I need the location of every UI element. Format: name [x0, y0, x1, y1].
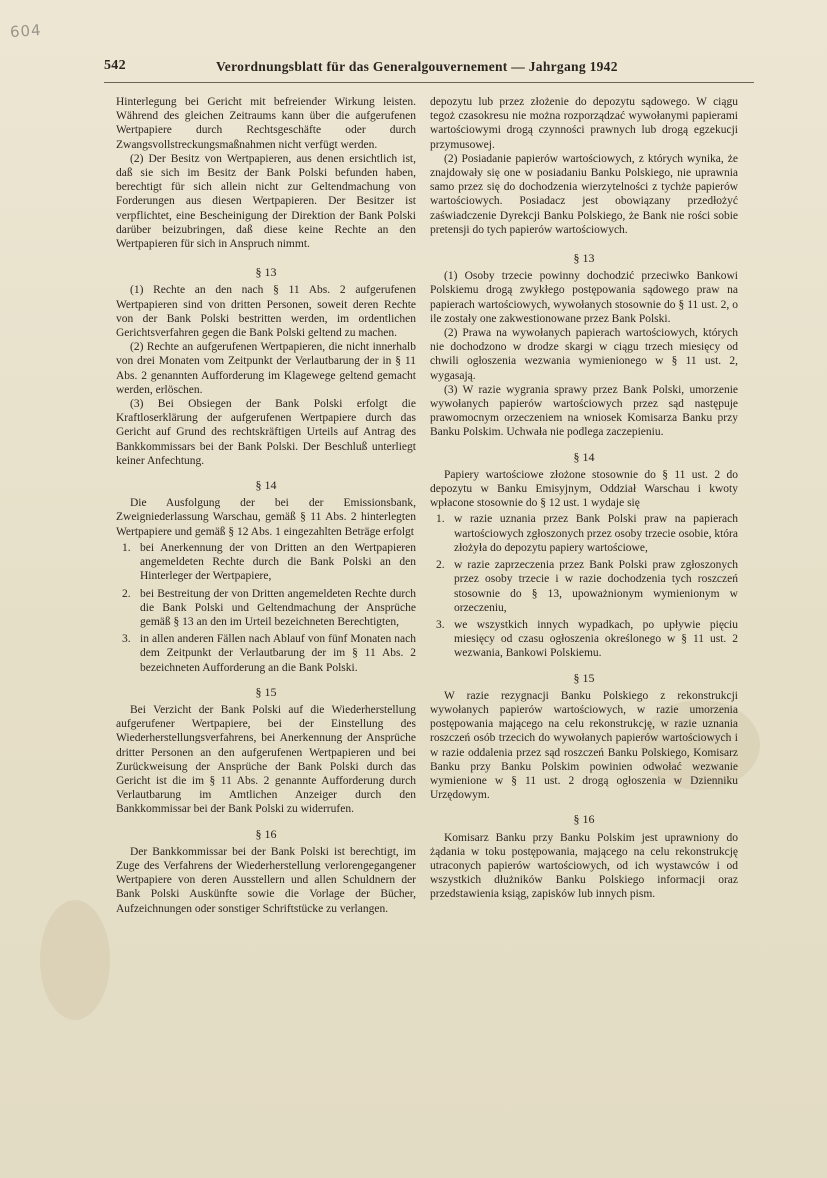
section-heading: § 14: [255, 478, 277, 493]
paragraph: (3) Bei Obsiegen der Bank Polski erfolgt die Kraftloserklärung der aufgerufenen Wertpapiere durch das Gericht auf Grund des rechtskräftigen Urteils auf Antrag des Bankkommissars bei der Bank Polski. Der Beschluß unterliegt keiner Anfechtung.: [116, 398, 416, 467]
list-item: [122, 541, 416, 584]
list-text: we wszystkich innych wypadkach, po upływie pięciu miesięcy od czasu ogłoszenia określonego w § 11 ust. 2 wezwania, Bankowi Polskiemu.: [454, 618, 738, 660]
german-column: [116, 95, 416, 916]
list-number: 1.: [436, 513, 445, 526]
list-number: 2.: [122, 587, 131, 600]
polish-column: [430, 95, 738, 902]
list-item: [122, 632, 416, 675]
paragraph: Papiery wartościowe złożone stosownie do § 11 ust. 2 do depozytu w Banku Emisyjnym, Oddział Warschau i kwoty wpłacone stosownie do § 12 ust. 1 wydaje się: [430, 468, 738, 510]
list-text: in allen anderen Fällen nach Ablauf von fünf Monaten nach dem Zeitpunkt der Verlautbarung der im § 11 Abs. 2 bezeichneten Aufforderung an die Bank Polski.: [140, 633, 416, 674]
list-number: 2.: [436, 559, 445, 572]
paragraph: (2) Der Besitz von Wertpapieren, aus denen ersichtlich ist, daß sie sich im Besitz der Bank Polski befunden haben, berechtigt für sich allein nicht zur Geltendmachung von Forderungen aus diesen Wertpapieren. Der Besitzer ist verpflichtet, eine Bescheinigung der Direktion der Bank Polski darüber beizubringen, daß diese keine Rechte an den Wertpapieren für sich in Anspruch nimmt.: [116, 152, 416, 251]
list-text: w razie zaprzeczenia przez Bank Polski praw zgłoszonych przez osoby trzecie i w razie dochodzenia tych roszczeń stosownie do § 13, upoważnionym wymienionym w orzeczeniu,: [454, 559, 738, 614]
list-number: 3.: [436, 618, 445, 631]
list-number: 3.: [122, 633, 131, 646]
page-title: Verordnungsblatt für das Generalgouvernement — Jahrgang 1942: [216, 59, 618, 74]
paragraph: W razie rezygnacji Banku Polskiego z rekonstrukcji wywołanych papierów wartościowych, w razie umorzenia postępowania mającego na celu rekonstrukcję, w razie uznania roszczeń osób trzecich do wywołanych papierów wartościowych i w razie oddalenia przez sąd roszczeń Banku Polskiego, Komisarz Banku przy Banku Polskim powinien odwołać wezwanie wymienione w § 11 ust. 2 drogą ogłoszenia w Dzienniku Urzędowym.: [430, 689, 738, 802]
paragraph: (3) W razie wygrania sprawy przez Bank Polski, umorzenie wywołanych papierów wartościowych przez sąd następuje prawomocnym orzeczeniem na wniosek Komisarza Banku przy Banku Polskim. Uchwała nie podlega zaczepieniu.: [430, 383, 738, 439]
paragraph: (2) Posiadanie papierów wartościowych, z których wynika, że znajdowały się one w posiadaniu Banku Polskiego, nie uprawnia samo przez się do dochodzenia wierzytelności z tychże papierów wartościowych. Posiadacz jest obowiązany przedłożyć zaświadczenie Dyrekcji Banku Polskiego, że Bank nie rości sobie pretensji do tych papierów wartościowych.: [430, 152, 738, 236]
section-heading: § 15: [255, 684, 277, 699]
header-rule: [104, 82, 754, 83]
section-heading: § 13: [255, 265, 277, 280]
paragraph: Komisarz Banku przy Banku Polskim jest uprawniony do żądania w toku postępowania, mającego na celu rekonstrukcję utraconych papierów wartościowych, od ich wystawców i od wszystkich dłużników Banku Polskiego informacji oraz przedstawienia ksiąg, zapisków lub innych pism.: [430, 831, 738, 901]
section-heading: § 16: [255, 826, 277, 841]
list-item: [436, 512, 738, 555]
list-text: w razie uznania przez Bank Polski praw na papierach wartościowych zgłoszonych przez osoby trzecie osobie, która złożyła do depozytu papiery wartościowe,: [454, 513, 738, 554]
list-item: [122, 587, 416, 630]
list-number: 1.: [122, 541, 131, 554]
section-heading: § 13: [573, 251, 595, 266]
paragraph: (2) Rechte an aufgerufenen Wertpapieren, die nicht innerhalb von drei Monaten vom Zeitpunkt der Verlautbarung der in § 11 Abs. 2 genannten Aufforderung im Klagewege geltend gemacht werden, erlöschen.: [116, 341, 416, 396]
paragraph: Bei Verzicht der Bank Polski auf die Wiederherstellung aufgerufener Wertpapiere, bei der Einstellung des Wiederherstellungsverfahrens, bei Anerkennung der Ansprüche dritter Personen an den aufgerufenen Wertpapieren und bei Zurückweisung der Ansprüche der Bank Polski durch das Gericht ist die im § 11 Abs. 2 genannte Aufforderung durch Verlautbarung im Amtlichen Anzeiger durch den Bankkommissar bei der Bank Polski zu widerrufen.: [116, 703, 416, 816]
list-item: [436, 558, 738, 615]
page-number: 542: [104, 58, 126, 73]
list-item: [436, 618, 738, 661]
paragraph: Der Bankkommissar bei der Bank Polski ist berechtigt, im Zuge des Verfahrens der Wiederherstellung verlorengegangener Wertpapiere von deren Ausstellern und allen Schuldnern der Bank Polski Auskünfte sowie die Vorlage der Bücher, Aufzeichnungen oder sonstiger Schriftstücke zu verlangen.: [116, 845, 416, 915]
paragraph: Hinterlegung bei Gericht mit befreiender Wirkung leisten. Während des gleichen Zeitraums kann über die aufgerufenen Wertpapiere durch Rechtsgeschäfte oder durch Zwangsvollstreckungsmaßnahmen nicht verfügt werden.: [116, 96, 416, 151]
section-heading: § 16: [573, 812, 595, 827]
paragraph: depozytu lub przez złożenie do depozytu sądowego. W ciągu tegoż czasokresu nie można rozporządzać wywołanymi papierami wartościowymi drogą czynności prawnych lub drogą egzekucji przymusowej.: [430, 96, 738, 151]
section-heading: § 15: [573, 670, 595, 685]
numbered-list: [116, 541, 416, 675]
section-heading: § 14: [573, 449, 595, 464]
paper-stain: [40, 900, 110, 1020]
paragraph: Die Ausfolgung der bei der Emissionsbank, Zweigniederlassung Warschau, gemäß § 11 Abs. 2 hinterlegten Wertpapiere und gemäß § 12 Abs. 1 eingezahlten Beträge erfolgt: [116, 497, 416, 538]
paragraph: (1) Rechte an den nach § 11 Abs. 2 aufgerufenen Wertpapieren sind von dritten Personen, soweit deren Rechte von der Bank Polski bestritten werden, im ordentlichen Gerichtsverfahren gegen die Bank Polski geltend zu machen.: [116, 284, 416, 340]
list-text: bei Bestreitung der von Dritten angemeldeten Rechte durch die Bank Polski und Geltendmachung der Ansprüche gemäß § 13 an den im Urteil bezeichneten Berechtigten,: [140, 587, 416, 628]
paragraph: (1) Osoby trzecie powinny dochodzić przeciwko Bankowi Polskiemu drogą zwykłego postępowania sądowego praw na papierach wartościowych, wywołanych stosownie do § 11 ust. 2, o ile zostały one zakwestionowane przez Bank Polski.: [430, 270, 738, 325]
numbered-list: [430, 512, 738, 660]
list-text: bei Anerkennung der von Dritten an den Wertpapieren angemeldeten Rechte durch die Bank Polski an den Hinterleger der Wertpapiere,: [140, 541, 416, 583]
paragraph: (2) Prawa na wywołanych papierach wartościowych, których nie dochodzono w drodze skargi w ciągu trzech miesięcy od chwili ogłoszenia wezwania wymienionego w § 11 ust. 2, wygasają.: [430, 327, 738, 382]
pencil-annotation: 604: [9, 20, 43, 42]
